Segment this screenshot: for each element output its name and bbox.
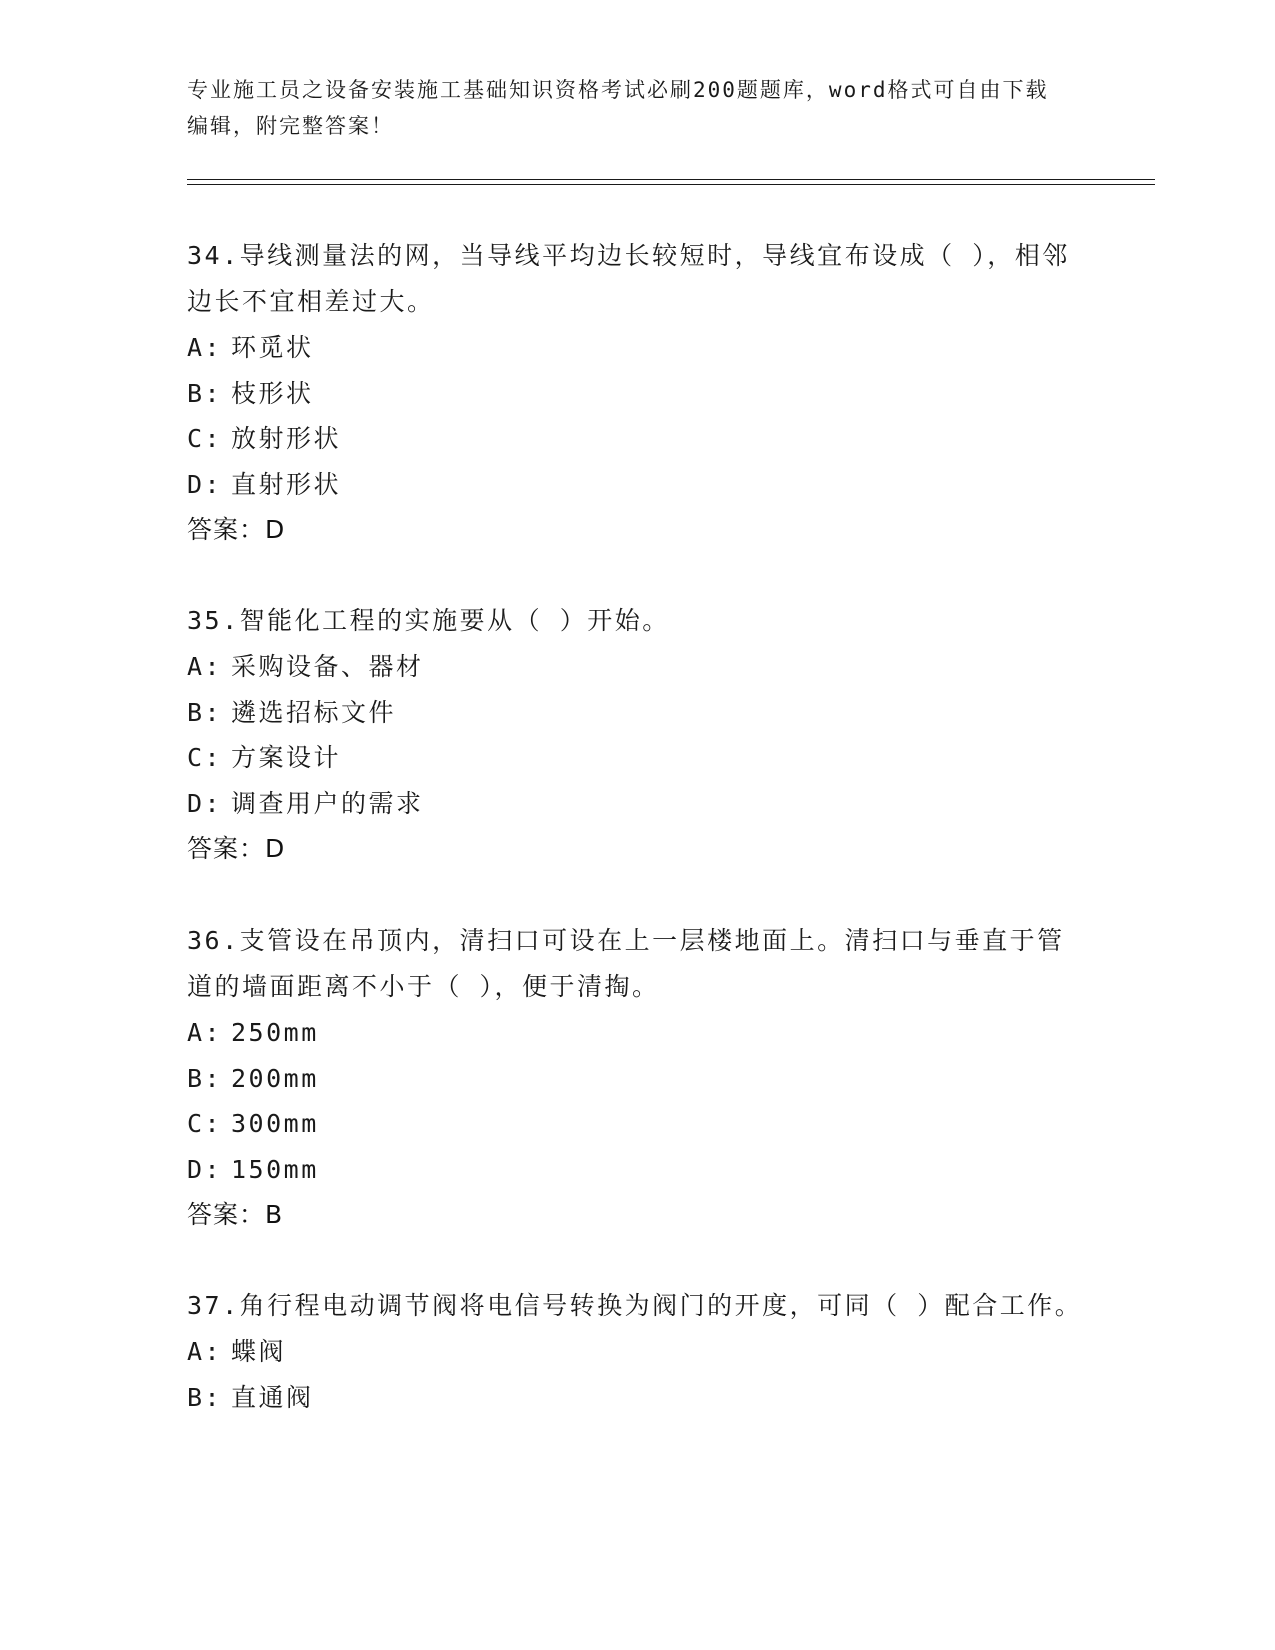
option-letter: B:: [187, 1063, 223, 1093]
option-a: [187, 1010, 1087, 1056]
option-text: 枝形状: [231, 378, 314, 408]
option-text: 300mm: [231, 1109, 319, 1138]
option-text: 放射形状: [231, 424, 342, 453]
document-header: 专业施工员之设备安装施工基础知识资格考试必刷200题题库，word格式可自由下载编辑，附完整答案！: [187, 78, 1049, 138]
option-letter: A:: [187, 1337, 223, 1366]
option-b: [187, 371, 1087, 417]
question-34: [187, 233, 1087, 553]
option-letter: B:: [187, 697, 223, 727]
option-c: [187, 735, 1087, 781]
option-letter: B:: [187, 1382, 223, 1412]
option-b: [187, 1056, 1087, 1102]
option-a: [187, 644, 1087, 690]
option-a: [187, 1329, 1087, 1375]
answer-line: 答案：D: [187, 515, 286, 544]
question-text: 36.支管设在吊顶内，清扫口可设在上一层楼地面上。清扫口与垂直于管道的墙面距离不小于（ ），便于清掏。: [187, 926, 1065, 1001]
option-text: 直射形状: [231, 469, 342, 499]
option-a: [187, 325, 1087, 371]
option-text: 200mm: [231, 1063, 319, 1093]
question-text: 37.角行程电动调节阀将电信号转换为阀门的开度，可同（ ）配合工作。: [187, 1291, 1083, 1320]
question-36: [187, 918, 1087, 1238]
option-letter: D:: [187, 1154, 223, 1184]
option-b: [187, 690, 1087, 736]
question-text: 34.导线测量法的网，当导线平均边长较短时，导线宜布设成（ ），相邻边长不宜相差过大。: [187, 241, 1070, 316]
option-text: 蝶阀: [231, 1337, 287, 1366]
option-letter: A:: [187, 652, 223, 681]
option-c: [187, 416, 1087, 462]
question-37: [187, 1283, 1087, 1420]
option-d: [187, 781, 1087, 827]
option-letter: A:: [187, 1018, 223, 1047]
option-d: [187, 462, 1087, 508]
option-text: 方案设计: [231, 743, 342, 772]
option-letter: C:: [187, 424, 223, 453]
option-letter: B:: [187, 378, 223, 408]
option-text: 遴选招标文件: [231, 697, 397, 727]
option-text: 150mm: [231, 1154, 319, 1184]
header-divider-top: [187, 179, 1155, 180]
option-letter: D:: [187, 469, 223, 499]
header-divider-bottom: [187, 184, 1155, 185]
option-text: 直通阀: [231, 1382, 314, 1412]
option-text: 环觅状: [231, 333, 314, 362]
option-text: 采购设备、器材: [231, 652, 424, 681]
option-letter: C:: [187, 743, 223, 772]
option-letter: C:: [187, 1109, 223, 1138]
option-c: [187, 1101, 1087, 1147]
option-d: [187, 1147, 1087, 1193]
answer-line: 答案：B: [187, 1200, 284, 1229]
option-letter: A:: [187, 333, 223, 362]
question-35: [187, 598, 1087, 872]
option-b: [187, 1375, 1087, 1421]
option-text: 250mm: [231, 1018, 319, 1047]
question-text: 35.智能化工程的实施要从（ ）开始。: [187, 606, 670, 635]
answer-line: 答案：D: [187, 834, 286, 863]
option-text: 调查用户的需求: [231, 788, 424, 818]
option-letter: D:: [187, 788, 223, 818]
